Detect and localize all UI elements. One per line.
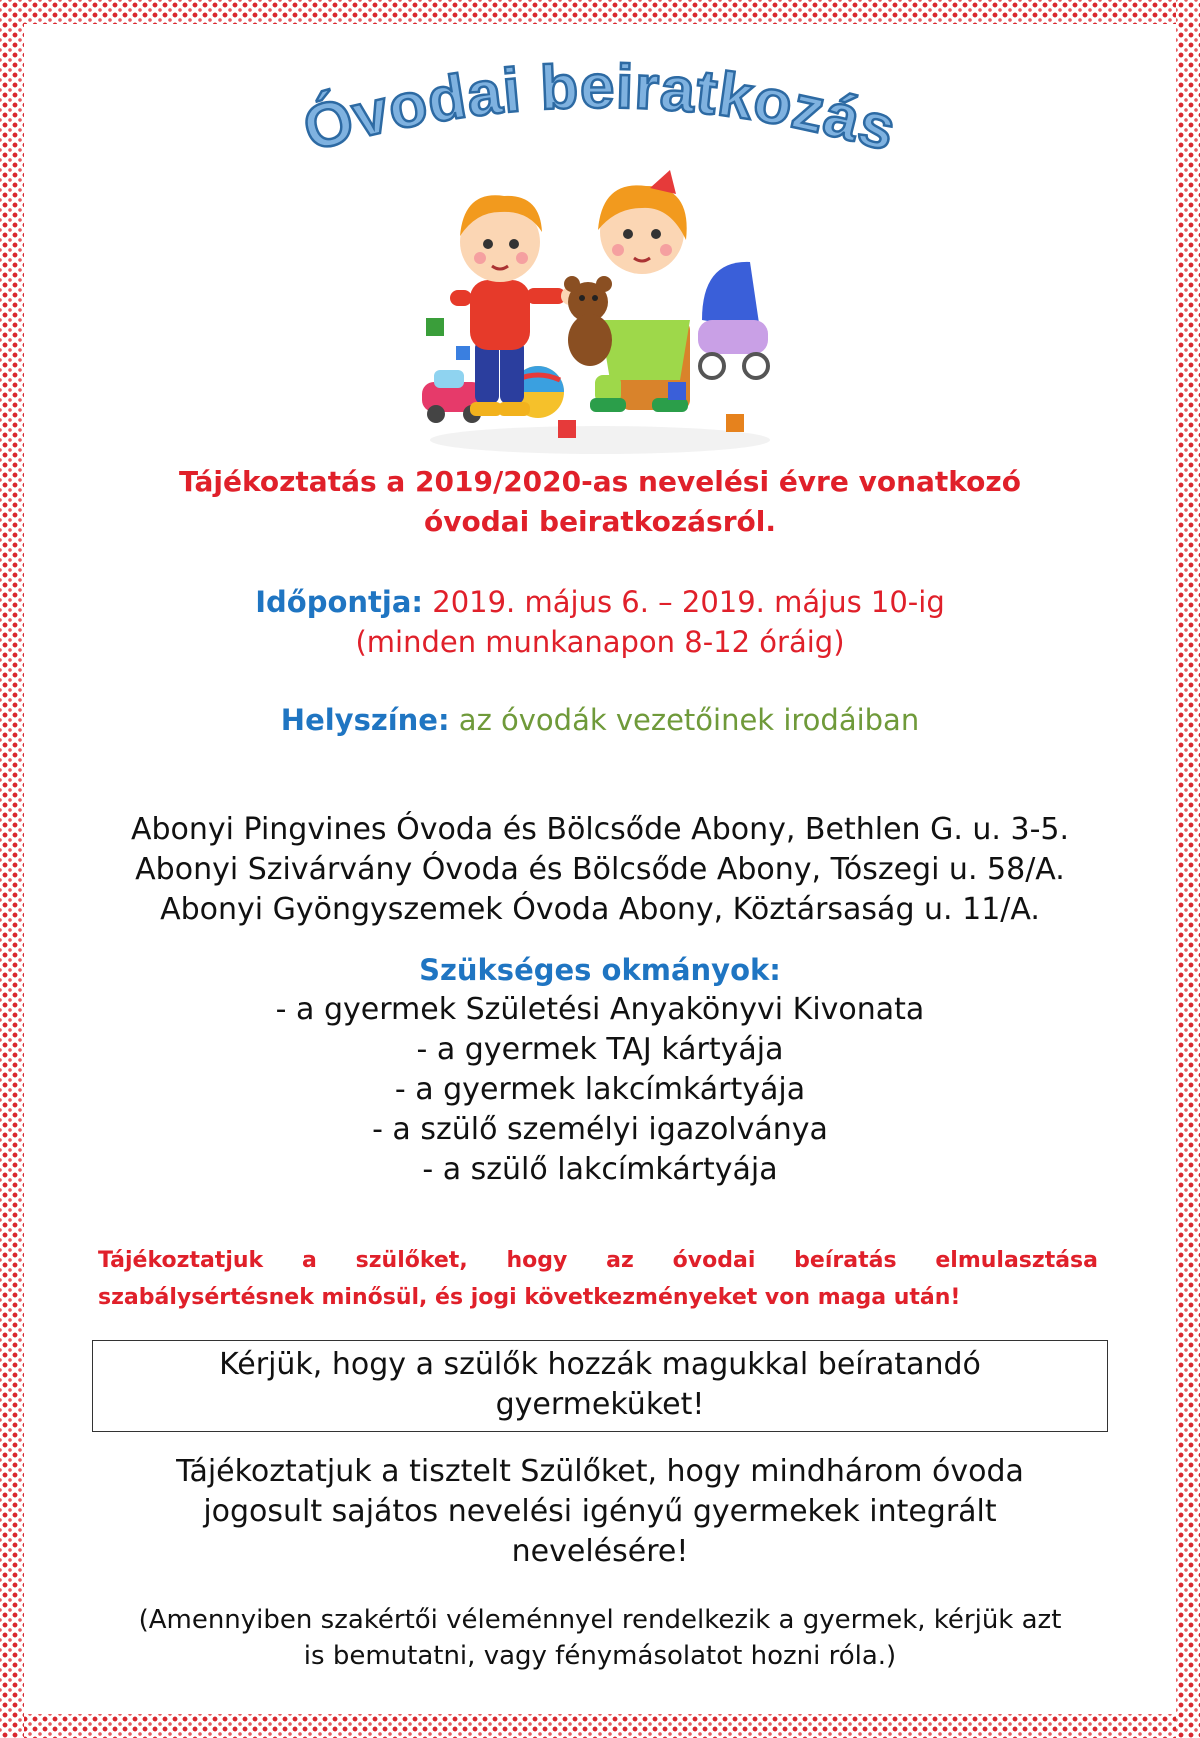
warning-line: Tájékoztatjuk a szülőket, hogy az óvodai beíratás elmulasztása [98,1248,1098,1273]
list-item: - a szülő személyi igazolványa [372,1112,828,1147]
address-list [40,810,1160,930]
note-line: (Amennyiben szakértői véleménnyel rendelkezik a gyermek, kérjük azt [138,1605,1062,1635]
address-item: Abonyi Gyöngyszemek Óvoda Abony, Köztársaság u. 11/A. [160,892,1040,927]
documents-list [40,990,1160,1190]
date-note: (minden munkanapon 8-12 óráig) [355,625,845,659]
page-title [260,40,940,170]
list-item: - a gyermek lakcímkártyája [394,1072,806,1107]
intro-line: Tájékoztatás a 2019/2020-as nevelési évre vonatkozó [179,465,1021,498]
address-item: Abonyi Szivárvány Óvoda és Bölcsőde Abony, Tószegi u. 58/A. [135,852,1065,887]
intro-line: óvodai beiratkozásról. [424,505,776,538]
border-bottom [0,1714,1200,1738]
date-section [40,582,1160,662]
date-label: Időpontja: [255,585,424,619]
warning-notice [98,1242,1098,1316]
address-item: Abonyi Pingvines Óvoda és Bölcsőde Abony, Bethlen G. u. 3-5. [130,812,1070,847]
toy-block-icon [726,414,744,432]
title-text: Óvodai beiratkozás [296,52,905,165]
info-line: jogosult sajátos nevelési igényű gyermekek integrált [203,1494,997,1529]
border-left [0,0,24,1738]
flyer-content [40,30,1160,1710]
border-right [1176,0,1200,1738]
svg-text:Óvodai beiratkozás [296,52,904,164]
date-value: 2019. május 6. – 2019. május 10-ig [423,585,945,619]
border-top [0,0,1200,24]
expert-opinion-note [40,1602,1160,1674]
box-line: gyermeküket! [495,1387,705,1422]
info-line: Tájékoztatjuk a tisztelt Szülőket, hogy mindhárom óvoda [176,1454,1024,1489]
toy-stroller-icon [698,262,768,378]
toy-block-icon [558,420,576,438]
bring-child-box [92,1340,1108,1432]
list-item: - a szülő lakcímkártyája [422,1152,778,1187]
teddy-bear-icon [564,276,612,366]
documents-heading: Szükséges okmányok: [419,953,781,987]
intro-text [40,462,1160,542]
children-illustration [420,170,780,460]
toy-block-icon [668,382,686,400]
list-item: - a gyermek Születési Anyakönyvi Kivonata [275,992,925,1027]
toy-block-icon [426,318,444,336]
box-line: Kérjük, hogy a szülők hozzák magukkal beíratandó [219,1347,981,1382]
toy-block-icon [456,346,470,360]
place-section [40,700,1160,740]
note-line: is bemutatni, vagy fénymásolatot hozni róla.) [303,1641,897,1671]
info-line: nevelésére! [511,1534,689,1569]
arched-title [260,40,940,170]
integration-info [40,1452,1160,1572]
place-value: az óvodák vezetőinek irodáiban [449,703,920,737]
place-label: Helyszíne: [280,703,450,737]
warning-line: szabálysértésnek minősül, és jogi következményeket von maga után! [98,1285,961,1310]
list-item: - a gyermek TAJ kártyája [416,1032,784,1067]
